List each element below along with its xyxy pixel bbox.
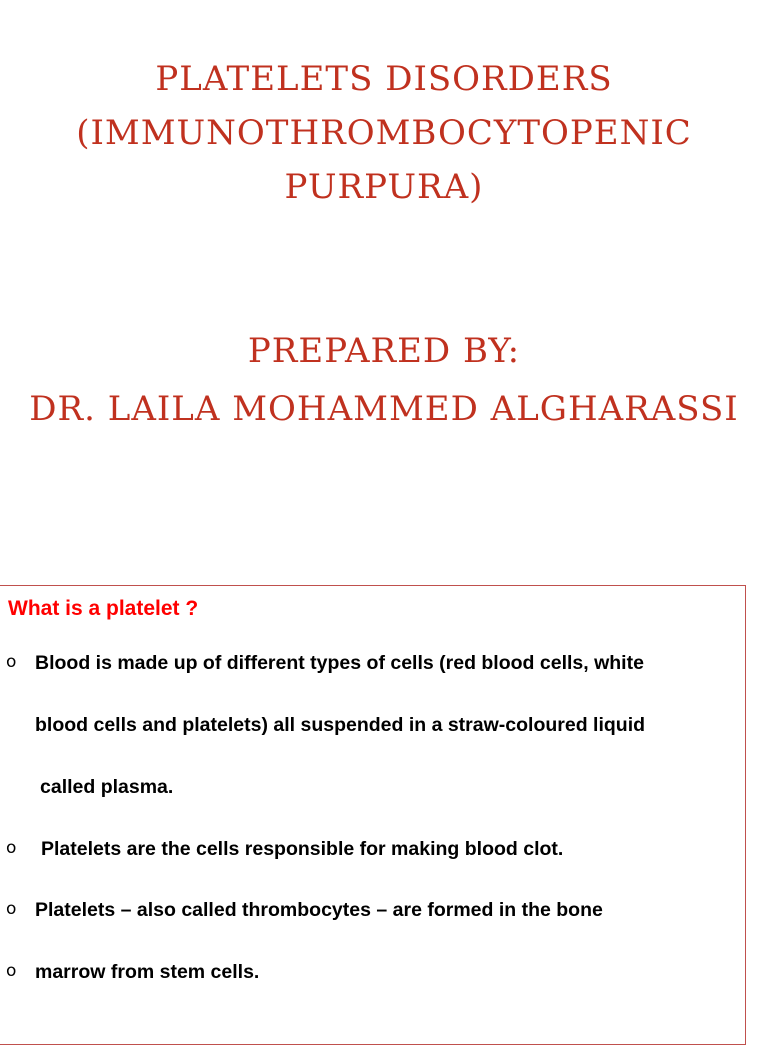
bullet-marker-3: o	[6, 899, 17, 919]
title-line-1: PLATELETS DISORDERS	[155, 59, 613, 99]
bullet-marker-4: o	[6, 961, 17, 981]
prepared-by-label: PREPARED BY:	[247, 331, 521, 371]
body-line-6: marrow from stem cells.	[35, 961, 260, 983]
author-name: DR. LAILA MOHAMMED ALGHARASSI	[29, 389, 739, 429]
section-heading: What is a platelet ?	[8, 597, 199, 620]
bullet-marker-2: o	[6, 838, 17, 858]
title-line-3: PURPURA)	[284, 167, 484, 207]
body-line-2: blood cells and platelets) all suspended in a straw-coloured liquid	[35, 714, 646, 736]
author-credit	[0, 322, 768, 438]
body-line-5: Platelets – also called thrombocytes – are formed in the bone	[35, 899, 603, 921]
bullet-marker-1: o	[6, 652, 17, 672]
platelet-info-box	[0, 585, 746, 1045]
body-line-4: Platelets are the cells responsible for making blood clot.	[41, 838, 564, 860]
document-title	[0, 52, 768, 214]
body-line-3: called plasma.	[40, 776, 174, 798]
title-line-2: (IMMUNOTHROMBOCYTOPENIC	[76, 113, 692, 153]
body-line-1: Blood is made up of different types of cells (red blood cells, white	[35, 652, 644, 674]
